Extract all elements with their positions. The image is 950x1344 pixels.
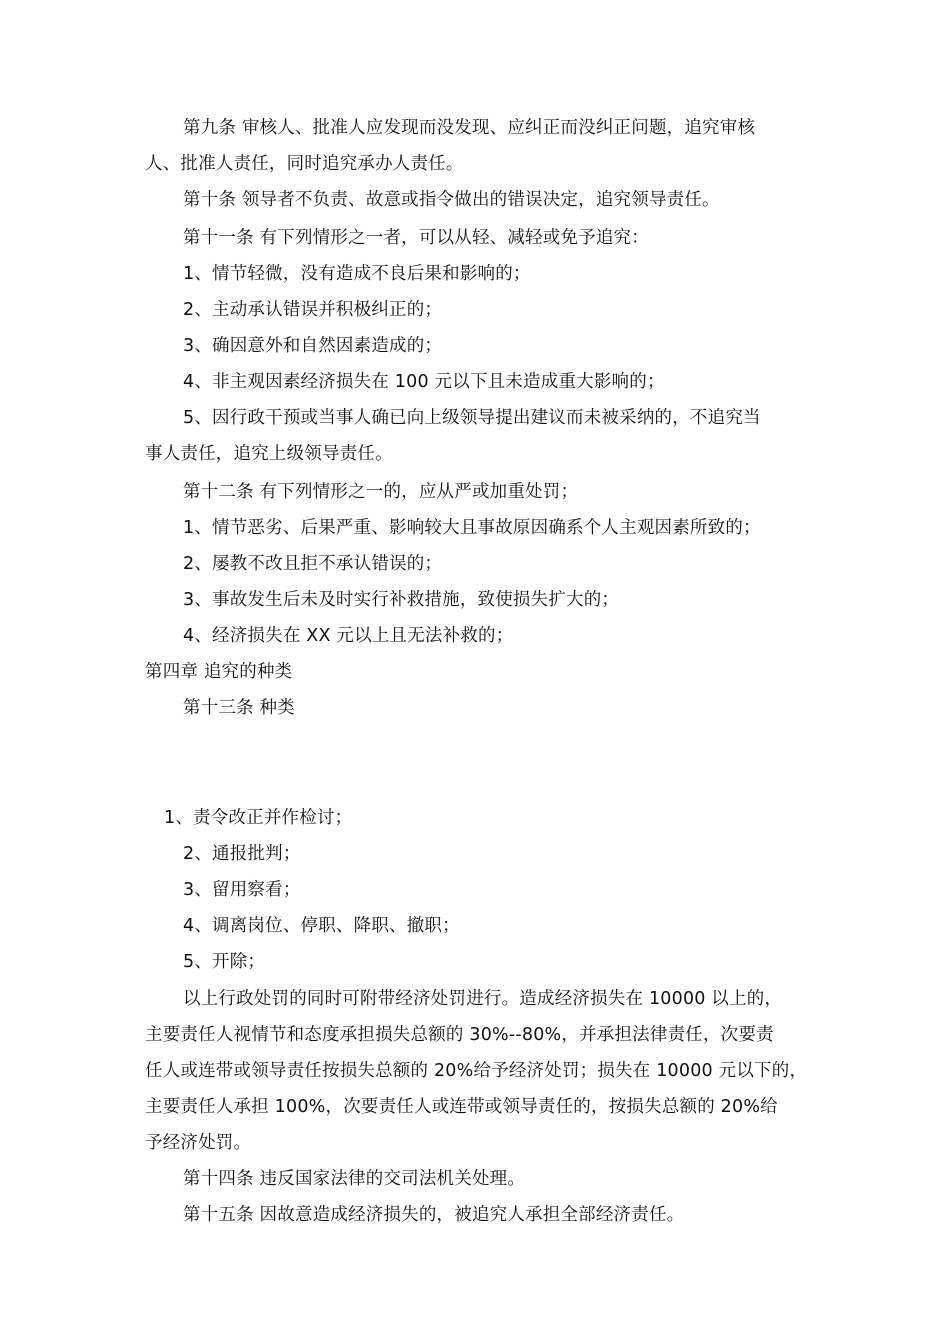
article-11-item-5-line-2: 事人责任，追究上级领导责任。 [145,444,393,464]
article-12-item-3: 3、事故发生后未及时实行补救措施，致使损失扩大的； [183,590,620,610]
penalty-paragraph-line-5: 予经济处罚。 [145,1133,252,1153]
penalty-paragraph-line-4: 主要责任人承担 100%，次要责任人或连带或领导责任的，按损失总额的 20%给 [145,1097,778,1117]
article-15: 第十五条 因故意造成经济损失的，被追究人承担全部经济责任。 [183,1205,685,1225]
article-11: 第十一条 有下列情形之一者，可以从轻、减轻或免予追究： [183,228,649,248]
article-11-item-5-line-1: 5、因行政干预或当事人确已向上级领导提出建议而未被采纳的，不追究当 [183,408,761,428]
article-13-item-4: 4、调离岗位、停职、降职、撤职； [183,916,460,936]
article-12-item-4: 4、经济损失在 XX 元以上且无法补救的； [183,626,514,646]
penalty-paragraph-line-1: 以上行政处罚的同时可附带经济处罚进行。造成经济损失在 10000 以上的， [183,989,783,1009]
article-9-line-1: 第九条 审核人、批准人应发现而没发现、应纠正而没纠正问题，追究审核 [183,118,756,138]
article-11-item-2: 2、主动承认错误并积极纠正的； [183,300,443,320]
article-13-item-2: 2、通报批判； [183,844,301,864]
penalty-paragraph-line-2: 主要责任人视情节和态度承担损失总额的 30%--80%，并承担法律责任，次要责 [145,1025,774,1045]
article-9-line-2: 人、批准人责任，同时追究承办人责任。 [145,154,464,174]
penalty-paragraph-line-3: 任人或连带或领导责任按损失总额的 20%给予经济处罚；损失在 10000 元以下的， [145,1061,808,1081]
article-13-item-5: 5、开除； [183,952,266,972]
article-11-item-1: 1、情节轻微，没有造成不良后果和影响的； [183,264,531,284]
article-12-item-1: 1、情节恶劣、后果严重、影响较大且事故原因确系个人主观因素所致的； [183,518,761,538]
article-10: 第十条 领导者不负责、故意或指令做出的错误决定，追究领导责任。 [183,190,720,210]
chapter-4-heading: 第四章 追究的种类 [145,662,293,682]
article-13: 第十三条 种类 [183,698,295,718]
article-12-item-2: 2、屡教不改且拒不承认错误的； [183,554,443,574]
article-13-item-1: 1、责令改正并作检讨； [164,808,353,828]
article-14: 第十四条 违反国家法律的交司法机关处理。 [183,1169,526,1189]
article-11-item-4: 4、非主观因素经济损失在 100 元以下且未造成重大影响的； [183,372,665,392]
article-11-item-3: 3、确因意外和自然因素造成的； [183,336,443,356]
article-13-item-3: 3、留用察看； [183,880,301,900]
article-12: 第十二条 有下列情形之一的，应从严或加重处罚； [183,482,579,502]
